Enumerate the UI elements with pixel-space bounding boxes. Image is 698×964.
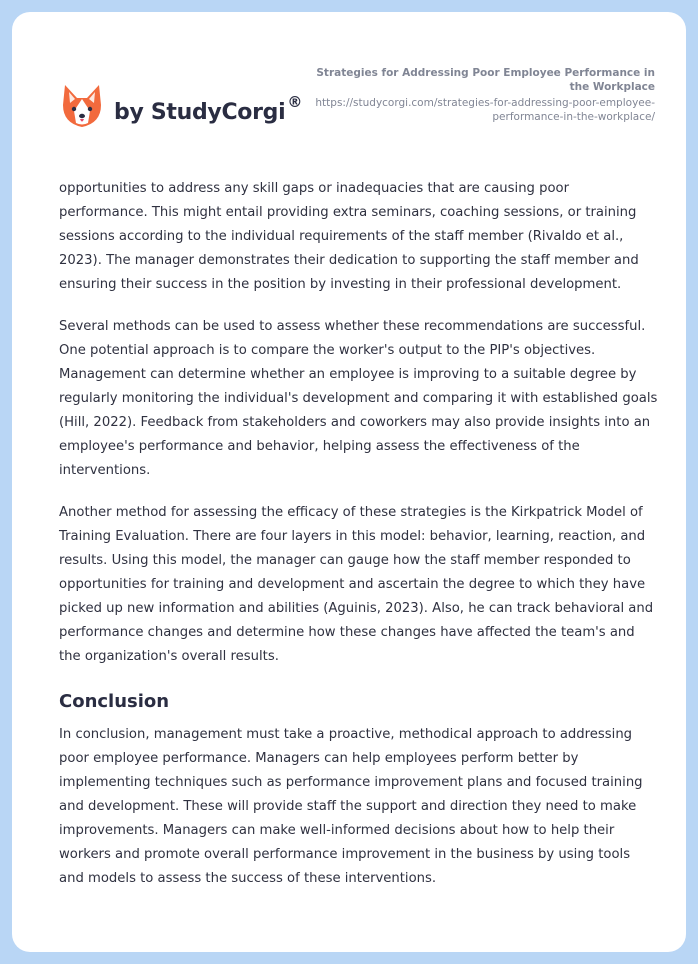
logo[interactable] — [60, 76, 302, 136]
document-header — [295, 66, 655, 124]
conclusion-heading: Conclusion — [59, 691, 170, 712]
document-url[interactable]: https://studycorgi.com/strategies-for-addressing-poor-employee-performance-in-the-workplace/ — [315, 97, 655, 123]
registered-mark: ® — [287, 93, 303, 111]
corgi-logo-icon — [60, 83, 104, 129]
conclusion-paragraph: In conclusion, management must take a proactive, methodical approach to addressing poor employee performance. Managers can help employees perform better by implementing techniques such as performance improvement plans and focused training and development. These will provide staff the support and direction they need to make improvements. Managers can make well-informed decisions about how to help their workers and promote overall performance improvement in the business by using tools and models to assess the success of these interventions. — [59, 727, 643, 886]
paragraph: opportunities to address any skill gaps or inadequacies that are causing poor performance. This might entail providing extra seminars, coaching sessions, or training sessions according to the individual requirements of the staff member (Rivaldo et al., 2023). The manager demonstrates their dedication to supporting the staff member and ensuring their success in the position by investing in their professional development. — [59, 181, 639, 292]
brand-name: by StudyCorgi ® — [114, 93, 303, 125]
document-page — [12, 12, 686, 952]
document-title: Strategies for Addressing Poor Employee Performance in the Workplace — [316, 67, 655, 93]
paragraph: Another method for assessing the efficacy of these strategies is the Kirkpatrick Model of Training Evaluation. There are four layers in this model: behavior, learning, reaction, and results. Using this model, the manager can gauge how the staff member responded to opportunities for training and development and ascertain the degree to which they have picked up new information and abilities (Aguinis, 2023). Also, he can track behavioral and performance changes and determine how these changes have affected the team's and the organization's overall results. — [59, 505, 654, 664]
paragraph: Several methods can be used to assess whether these recommendations are successful. One potential approach is to compare the worker's output to the PIP's objectives. Management can determine whether an employee is improving to a suitable degree by regularly monitoring the individual's development and comparing it with established goals (Hill, 2022). Feedback from stakeholders and coworkers may also provide insights into an employee's performance and behavior, helping assess the effectiveness of the interventions. — [59, 319, 658, 478]
document-body — [59, 177, 659, 909]
